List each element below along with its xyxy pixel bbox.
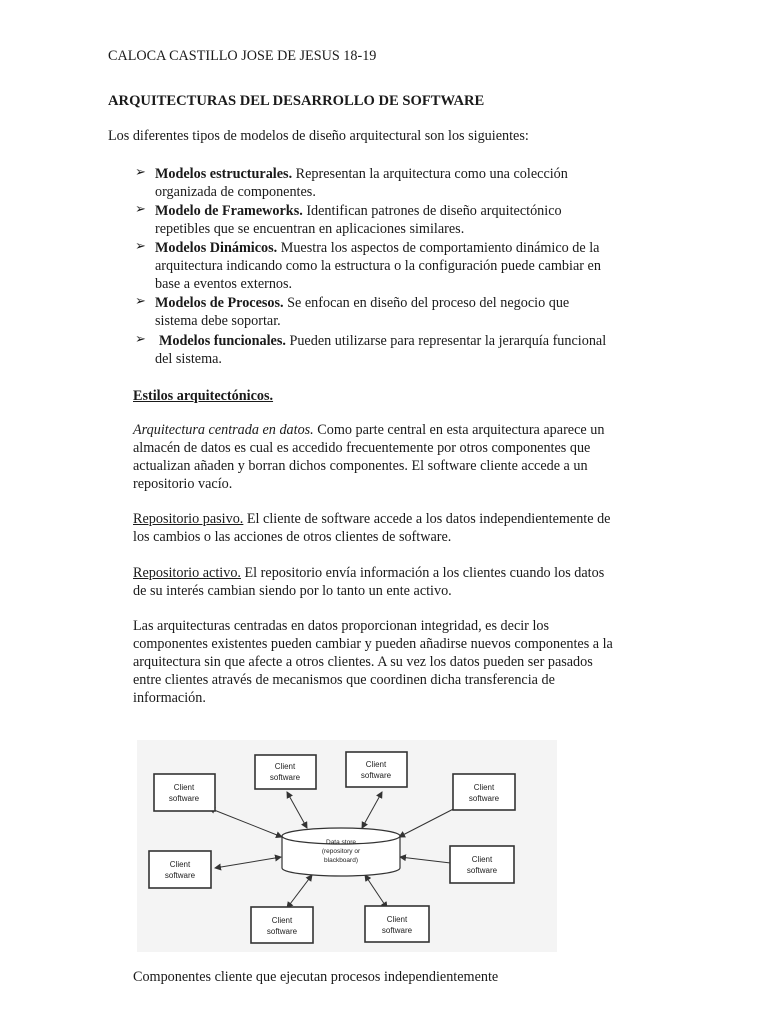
svg-text:Client: Client	[173, 783, 195, 792]
svg-text:software: software	[164, 871, 196, 880]
model-description-cont: arquitectura indicando como la estructura o la configuración puede cambiar en	[155, 258, 601, 274]
svg-text:software: software	[360, 771, 392, 780]
model-description-cont: del sistema.	[155, 351, 222, 367]
client-software-box	[346, 752, 407, 787]
paragraph-text: entre clientes através de mecanismos que coordinen dicha transferencia de	[133, 672, 555, 688]
paragraph-text: información.	[133, 690, 206, 706]
svg-text:Client: Client	[365, 760, 387, 769]
data-store-cylinder	[282, 828, 400, 876]
paragraph-text: arquitectura sin que afecte a otros clientes. A su vez los datos pueden ser pasados	[133, 654, 593, 670]
arrowhead-bullet-icon: ➢	[135, 239, 146, 254]
model-description: Identifican patrones de diseño arquitectónico	[302, 203, 562, 219]
client-software-box	[251, 907, 313, 943]
client-software-box	[149, 851, 211, 888]
svg-text:Client: Client	[271, 916, 293, 925]
client-software-box	[365, 906, 429, 942]
arrowhead-bullet-icon: ➢	[135, 165, 146, 180]
data-centered-architecture-diagram	[137, 740, 557, 952]
svg-text:Client: Client	[274, 762, 296, 771]
paragraph-text: El cliente de software accede a los datos independientemente de	[243, 511, 611, 527]
paragraph-text: componentes existentes pueden cambiar y pueden añadirse nuevos componentes a la	[133, 636, 613, 652]
svg-text:software: software	[381, 926, 413, 935]
client-software-box	[154, 774, 215, 811]
model-name: Modelos funcionales.	[159, 333, 286, 349]
paragraph-text: actualizan añaden y borran dichos componentes. El software cliente accede a un	[133, 458, 588, 474]
svg-text:software: software	[168, 794, 200, 803]
model-description: Pueden utilizarse para representar la jerarquía funcional	[285, 333, 607, 349]
paragraph-text: Las arquitecturas centradas en datos proporcionan integridad, es decir los	[133, 618, 550, 634]
svg-text:Client: Client	[386, 915, 408, 924]
client-software-box	[450, 846, 514, 883]
model-name: Modelos estructurales.	[155, 166, 293, 182]
diagram-caption: Componentes cliente que ejecutan procesos independientemente	[133, 969, 499, 985]
intro-paragraph: Los diferentes tipos de modelos de diseño arquitectural son los siguientes:	[108, 128, 529, 144]
arrowhead-bullet-icon: ➢	[135, 294, 146, 309]
author-line: CALOCA CASTILLO JOSE DE JESUS 18-19	[108, 48, 377, 64]
term-active-repository: Repositorio activo.	[133, 565, 241, 581]
styles-heading: Estilos arquitectónicos.	[133, 388, 274, 404]
arrowhead-bullet-icon: ➢	[135, 202, 146, 217]
term-data-centered: Arquitectura centrada en datos.	[133, 422, 314, 438]
paragraph-text: almacén de datos es cual es accedido frecuentemente por otros componentes que	[133, 440, 591, 456]
svg-text:Client: Client	[473, 783, 495, 792]
client-software-box	[255, 755, 316, 789]
model-description: Representan la arquitectura como una colección	[292, 166, 568, 182]
svg-text:software: software	[466, 866, 498, 875]
model-name: Modelo de Frameworks.	[155, 203, 303, 219]
svg-text:software: software	[266, 927, 298, 936]
model-description-cont: sistema debe soportar.	[155, 313, 281, 329]
model-name: Modelos Dinámicos.	[155, 240, 278, 256]
svg-text:software: software	[468, 794, 500, 803]
svg-text:Client: Client	[169, 860, 191, 869]
paragraph-text: de su interés cambian siendo por lo tanto un ente activo.	[133, 583, 452, 599]
client-software-box	[453, 774, 515, 810]
data-store-label: Data store	[326, 839, 356, 846]
model-description: Muestra los aspectos de comportamiento dinámico de la	[277, 240, 600, 256]
model-description-cont: repetibles que se encuentran en aplicaciones similares.	[155, 221, 465, 237]
svg-text:software: software	[269, 773, 301, 782]
paragraph-text: Como parte central en esta arquitectura aparece un	[313, 422, 605, 438]
paragraph-text: El repositorio envía información a los clientes cuando los datos	[240, 565, 605, 581]
arrowhead-bullet-icon: ➢	[135, 332, 146, 347]
term-passive-repository: Repositorio pasivo.	[133, 511, 244, 527]
data-store-label: (repository or	[321, 848, 361, 855]
model-description-cont: base a eventos externos.	[155, 276, 293, 292]
model-name: Modelos de Procesos.	[155, 295, 284, 311]
paragraph-text: repositorio vacío.	[133, 476, 233, 492]
model-description-cont: organizada de componentes.	[155, 184, 316, 200]
document-title: ARQUITECTURAS DEL DESARROLLO DE SOFTWARE	[108, 93, 485, 109]
svg-text:Client: Client	[471, 855, 493, 864]
paragraph-text: los cambios o las acciones de otros clientes de software.	[133, 529, 452, 545]
model-description: Se enfocan en diseño del proceso del negocio que	[283, 295, 570, 311]
data-store-label: blackboard)	[324, 857, 358, 864]
